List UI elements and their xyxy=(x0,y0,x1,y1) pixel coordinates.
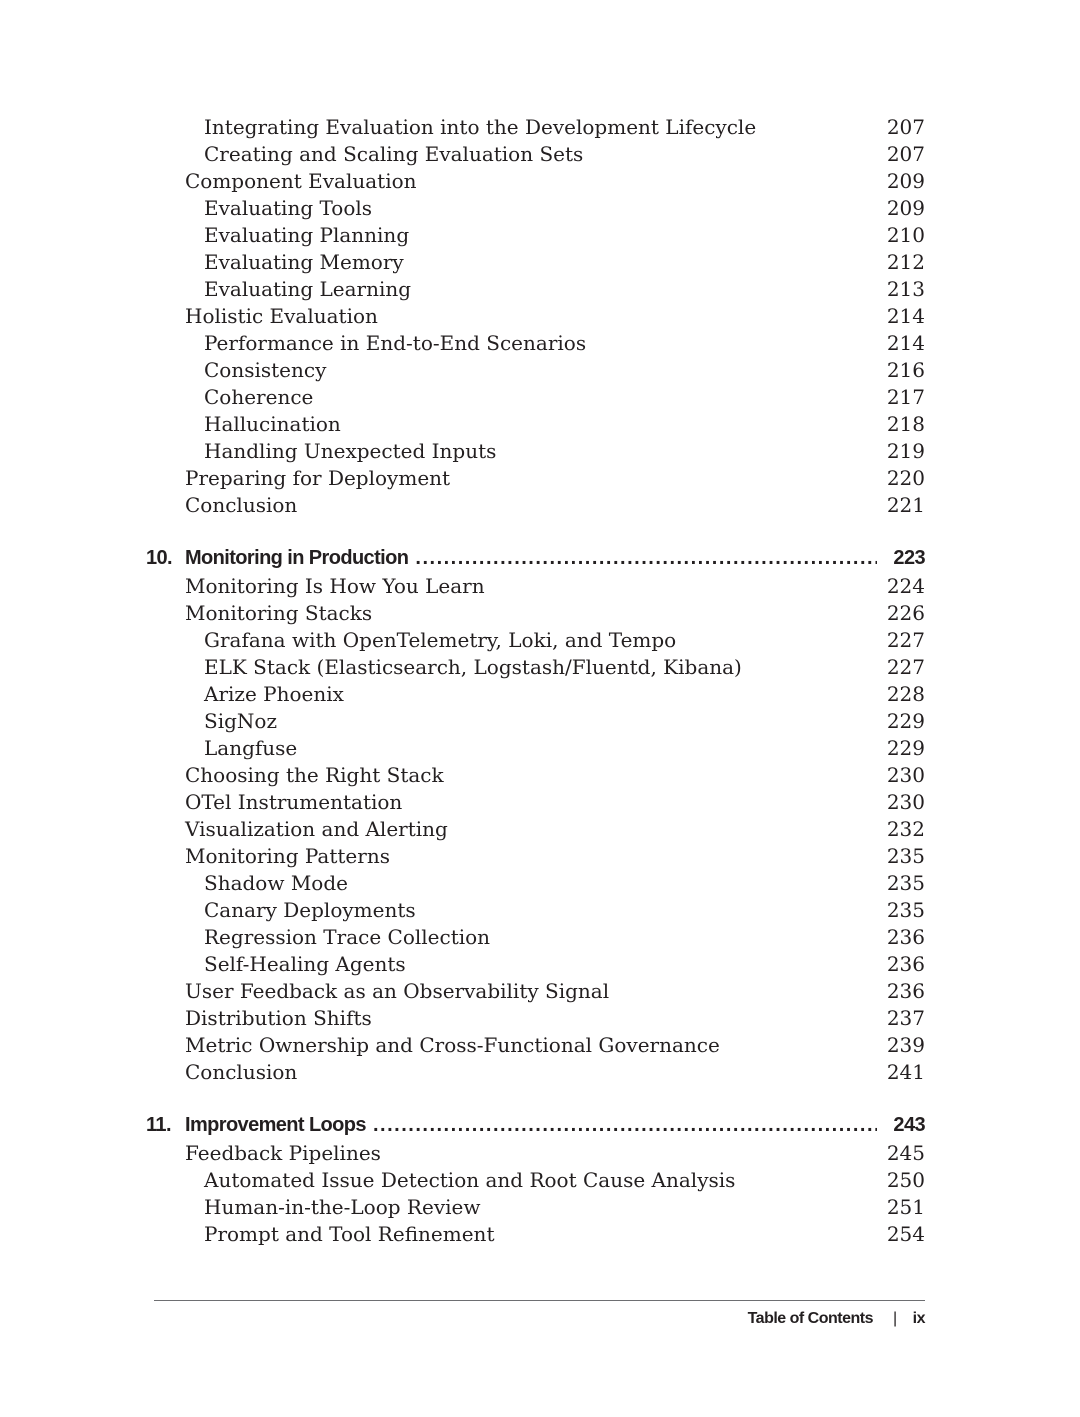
toc-section-entry[interactable] xyxy=(0,573,1080,600)
entry-page-number: 236 xyxy=(886,979,925,1003)
toc-section-entry[interactable] xyxy=(0,1140,1080,1167)
entry-title: Distribution Shifts xyxy=(185,1006,372,1030)
entry-title: Canary Deployments xyxy=(204,898,416,922)
entry-page-number: 232 xyxy=(886,817,925,841)
entry-title: Holistic Evaluation xyxy=(185,304,378,328)
entry-title: Coherence xyxy=(204,385,314,409)
entry-page-number: 213 xyxy=(886,277,925,301)
toc-chapter-heading[interactable] xyxy=(0,1110,1080,1140)
entry-title: Evaluating Learning xyxy=(204,277,412,301)
entry-page-number: 207 xyxy=(886,115,925,139)
chapter-title: Monitoring in Production ..... xyxy=(185,543,877,573)
entry-page-number: 219 xyxy=(886,439,925,463)
toc-section-entry[interactable] xyxy=(0,843,1080,870)
entry-page-number: 241 xyxy=(886,1060,925,1084)
toc-subsection-entry[interactable] xyxy=(0,951,1080,978)
entry-page-number: 207 xyxy=(886,142,925,166)
entry-title: Shadow Mode xyxy=(204,871,348,895)
entry-page-number: 209 xyxy=(886,196,925,220)
toc-subsection-entry[interactable] xyxy=(0,1221,1080,1248)
entry-page-number: 251 xyxy=(886,1195,925,1219)
chapter-number: 11. xyxy=(146,1114,171,1136)
toc-section-entry[interactable] xyxy=(0,600,1080,627)
entry-page-number: 243 xyxy=(893,1114,925,1136)
toc-subsection-entry[interactable] xyxy=(0,897,1080,924)
entry-title: Self-Healing Agents xyxy=(204,952,406,976)
entry-page-number: 224 xyxy=(886,574,925,598)
toc-section-entry[interactable] xyxy=(0,762,1080,789)
entry-page-number: 235 xyxy=(886,844,925,868)
toc-subsection-entry[interactable] xyxy=(0,141,1080,168)
table-of-contents xyxy=(0,114,1080,1248)
entry-page-number: 254 xyxy=(886,1222,925,1246)
entry-page-number: 210 xyxy=(886,223,925,247)
entry-page-number: 229 xyxy=(886,709,925,733)
entry-title: Automated Issue Detection and Root Cause Analysis xyxy=(204,1168,736,1192)
entry-title: SigNoz xyxy=(204,709,277,733)
toc-section-entry[interactable] xyxy=(0,1032,1080,1059)
entry-title: Regression Trace Collection xyxy=(204,925,491,949)
entry-page-number: 236 xyxy=(886,952,925,976)
toc-subsection-entry[interactable] xyxy=(0,222,1080,249)
toc-section-entry[interactable] xyxy=(0,789,1080,816)
entry-page-number: 223 xyxy=(893,547,925,569)
entry-title: Feedback Pipelines xyxy=(185,1141,381,1165)
entry-page-number: 236 xyxy=(886,925,925,949)
toc-subsection-entry[interactable] xyxy=(0,249,1080,276)
entry-page-number: 245 xyxy=(886,1141,925,1165)
entry-title: Handling Unexpected Inputs xyxy=(204,439,497,463)
entry-page-number: 209 xyxy=(886,169,925,193)
entry-title: Choosing the Right Stack xyxy=(185,763,444,787)
toc-section-entry[interactable] xyxy=(0,1005,1080,1032)
toc-subsection-entry[interactable] xyxy=(0,114,1080,141)
toc-subsection-entry[interactable] xyxy=(0,384,1080,411)
entry-title: Grafana with OpenTelemetry, Loki, and Tempo xyxy=(204,628,677,652)
entry-title: User Feedback as an Observability Signal xyxy=(185,979,610,1003)
toc-subsection-entry[interactable] xyxy=(0,357,1080,384)
toc-subsection-entry[interactable] xyxy=(0,654,1080,681)
entry-title: Hallucination xyxy=(204,412,341,436)
toc-subsection-entry[interactable] xyxy=(0,438,1080,465)
toc-section-entry[interactable] xyxy=(0,816,1080,843)
entry-title: Monitoring Stacks xyxy=(185,601,373,625)
entry-title: OTel Instrumentation xyxy=(185,790,403,814)
toc-subsection-entry[interactable] xyxy=(0,735,1080,762)
toc-subsection-entry[interactable] xyxy=(0,708,1080,735)
entry-page-number: 228 xyxy=(886,682,925,706)
entry-page-number: 217 xyxy=(886,385,925,409)
footer-separator: | xyxy=(893,1310,897,1327)
page-footer xyxy=(748,1306,925,1332)
chapter-number: 10. xyxy=(146,547,173,569)
entry-title: Consistency xyxy=(204,358,327,382)
toc-section-entry[interactable] xyxy=(0,168,1080,195)
toc-subsection-entry[interactable] xyxy=(0,1167,1080,1194)
footer-section-title: Table of Contents xyxy=(747,1310,873,1327)
entry-page-number: 237 xyxy=(886,1006,925,1030)
entry-title: Evaluating Planning xyxy=(204,223,410,247)
entry-title: Creating and Scaling Evaluation Sets xyxy=(204,142,584,166)
entry-page-number: 212 xyxy=(886,250,925,274)
entry-page-number: 230 xyxy=(886,763,925,787)
entry-title: Monitoring Patterns xyxy=(185,844,390,868)
toc-chapter-heading[interactable] xyxy=(0,543,1080,573)
entry-page-number: 226 xyxy=(886,601,925,625)
entry-title: Conclusion xyxy=(185,1060,298,1084)
toc-subsection-entry[interactable] xyxy=(0,627,1080,654)
entry-page-number: 227 xyxy=(886,655,925,679)
entry-title: Evaluating Tools xyxy=(204,196,373,220)
toc-section-entry[interactable] xyxy=(0,465,1080,492)
toc-subsection-entry[interactable] xyxy=(0,195,1080,222)
entry-page-number: 218 xyxy=(886,412,925,436)
entry-page-number: 235 xyxy=(886,871,925,895)
toc-subsection-entry[interactable] xyxy=(0,870,1080,897)
toc-section-entry[interactable] xyxy=(0,1059,1080,1086)
footer-rule xyxy=(154,1300,925,1301)
entry-title: Integrating Evaluation into the Development Lifecycle xyxy=(204,115,757,139)
toc-section-entry[interactable] xyxy=(0,492,1080,519)
entry-page-number: 221 xyxy=(886,493,925,517)
entry-page-number: 230 xyxy=(886,790,925,814)
entry-page-number: 239 xyxy=(886,1033,925,1057)
entry-page-number: 220 xyxy=(886,466,925,490)
toc-subsection-entry[interactable] xyxy=(0,330,1080,357)
entry-title: Component Evaluation xyxy=(185,169,417,193)
entry-title: Prompt and Tool Refinement xyxy=(204,1222,495,1246)
entry-page-number: 227 xyxy=(886,628,925,652)
toc-subsection-entry[interactable] xyxy=(0,681,1080,708)
toc-section-entry[interactable] xyxy=(0,303,1080,330)
toc-subsection-entry[interactable] xyxy=(0,411,1080,438)
entry-page-number: 250 xyxy=(886,1168,925,1192)
chapter-title: Improvement Loops ..... xyxy=(185,1110,877,1140)
entry-title: Monitoring Is How You Learn xyxy=(185,574,485,598)
entry-page-number: 229 xyxy=(886,736,925,760)
toc-subsection-entry[interactable] xyxy=(0,1194,1080,1221)
entry-page-number: 214 xyxy=(886,304,925,328)
footer-page-number: ix xyxy=(912,1310,925,1327)
entry-title: Arize Phoenix xyxy=(204,682,344,706)
toc-section-entry[interactable] xyxy=(0,978,1080,1005)
entry-title: Evaluating Memory xyxy=(204,250,404,274)
entry-page-number: 216 xyxy=(886,358,925,382)
toc-subsection-entry[interactable] xyxy=(0,276,1080,303)
entry-title: Preparing for Deployment xyxy=(185,466,451,490)
entry-page-number: 235 xyxy=(886,898,925,922)
entry-title: Performance in End-to-End Scenarios xyxy=(204,331,587,355)
entry-title: ELK Stack (Elasticsearch, Logstash/Fluentd, Kibana) xyxy=(204,655,742,679)
entry-title: Visualization and Alerting xyxy=(185,817,448,841)
entry-title: Human-in-the-Loop Review xyxy=(204,1195,481,1219)
entry-title: Conclusion xyxy=(185,493,298,517)
entry-title: Metric Ownership and Cross-Functional Governance xyxy=(185,1033,720,1057)
entry-title: Langfuse xyxy=(204,736,298,760)
entry-page-number: 214 xyxy=(886,331,925,355)
toc-subsection-entry[interactable] xyxy=(0,924,1080,951)
